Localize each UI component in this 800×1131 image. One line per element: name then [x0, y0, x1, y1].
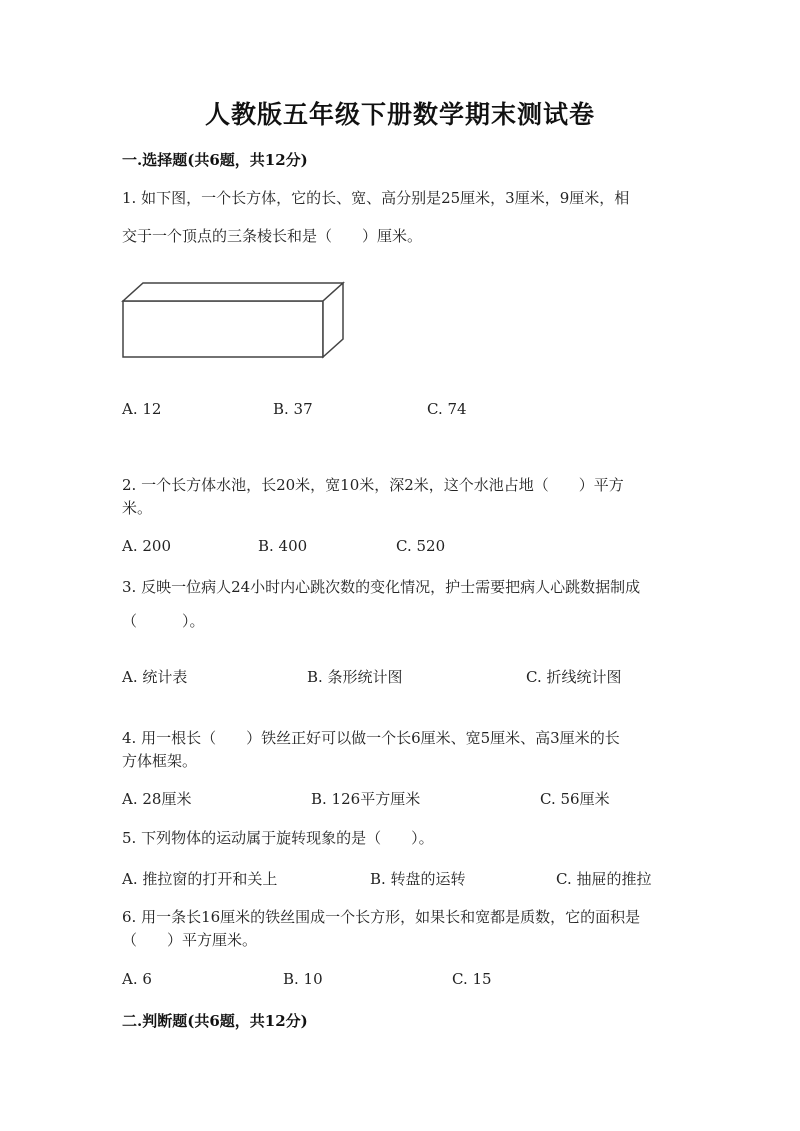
- question-1-line-2: 交于一个顶点的三条棱长和是（ ）厘米。: [122, 227, 423, 245]
- question-6-line-2: （ ）平方厘米。: [122, 931, 258, 949]
- question-5-line-1: 5. 下列物体的运动属于旋转现象的是（ ）。: [122, 829, 434, 847]
- question-4-option-c: C. 56厘米: [540, 790, 610, 808]
- cuboid-front-face: [123, 301, 323, 357]
- question-2-option-b: B. 400: [258, 537, 308, 555]
- question-2-option-c: C. 520: [396, 537, 446, 555]
- question-3-option-a: A. 统计表: [122, 668, 188, 686]
- question-6-line-1: 6. 用一条长16厘米的铁丝围成一个长方形，如果长和宽都是质数，它的面积是: [122, 908, 641, 926]
- question-4-option-a: A. 28厘米: [122, 790, 192, 808]
- question-2-option-a: A. 200: [122, 537, 171, 555]
- question-6-option-a: A. 6: [122, 970, 152, 988]
- section-heading-multiple-choice: 一.选择题(共6题，共12分): [122, 151, 308, 169]
- question-1-option-a: A. 12: [122, 400, 162, 418]
- question-3-line-2: （ ）。: [122, 612, 205, 630]
- page-title: 人教版五年级下册数学期末测试卷: [204, 100, 595, 129]
- section-heading-true-false: 二.判断题(共6题，共12分): [122, 1012, 308, 1030]
- question-1-option-b: B. 37: [273, 400, 313, 418]
- question-1-option-c: C. 74: [427, 400, 467, 418]
- question-4-line-1: 4. 用一根长（ ）铁丝正好可以做一个长6厘米、宽5厘米、高3厘米的长: [122, 729, 620, 747]
- question-6-option-c: C. 15: [452, 970, 492, 988]
- question-3-line-1: 3. 反映一位病人24小时内心跳次数的变化情况，护士需要把病人心跳数据制成: [122, 578, 641, 596]
- question-2-line-2: 米。: [122, 499, 153, 517]
- question-3-option-c: C. 折线统计图: [526, 668, 622, 686]
- cuboid-top-face: [123, 283, 343, 301]
- question-6-option-b: B. 10: [283, 970, 323, 988]
- question-1-line-1: 1. 如下图，一个长方体，它的长、宽、高分别是25厘米，3厘米，9厘米，相: [122, 189, 630, 207]
- question-5-option-b: B. 转盘的运转: [370, 870, 466, 888]
- question-5-option-c: C. 抽屉的推拉: [556, 870, 652, 888]
- cuboid-figure: [121, 281, 345, 359]
- question-4-line-2: 方体框架。: [122, 752, 198, 770]
- question-4-option-b: B. 126平方厘米: [311, 790, 421, 808]
- question-3-option-b: B. 条形统计图: [307, 668, 403, 686]
- question-5-option-a: A. 推拉窗的打开和关上: [122, 870, 278, 888]
- question-2-line-1: 2. 一个长方体水池，长20米，宽10米，深2米，这个水池占地（ ）平方: [122, 476, 624, 494]
